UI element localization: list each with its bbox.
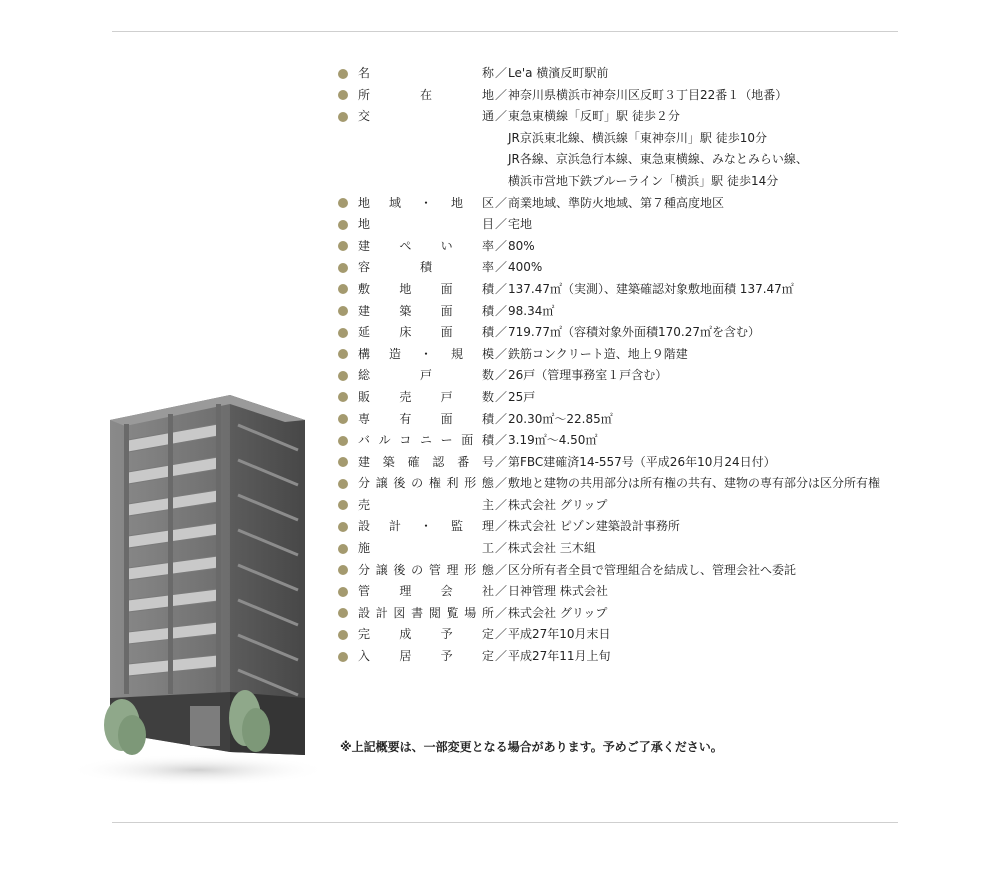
spec-label: 販 売 戸 数 [358,389,494,404]
spec-label: 総 戸 数 [358,368,494,383]
bullet-icon [338,198,348,208]
spec-value: 400% [508,260,543,275]
spec-label: 名 称 [358,66,494,80]
spec-separator: ／ [494,281,507,296]
spec-label: 専 有 面 積 [358,411,494,426]
spec-label: 設 計 ・ 監 理 [358,519,494,534]
spec-value: 日神管理 株式会社 [508,584,608,599]
spec-row [338,365,938,387]
spec-row [338,301,938,323]
spec-row [338,646,938,668]
spec-separator: ／ [494,260,507,275]
spec-separator: ／ [494,368,507,383]
spec-row [338,603,938,625]
bullet-icon [338,90,348,100]
spec-row [338,85,938,107]
spec-label: 完 成 予 定 [358,627,494,642]
spec-label: 所 在 地 [358,87,494,102]
spec-separator: ／ [494,238,507,253]
bullet-icon [338,652,348,662]
bullet-icon [338,436,348,446]
spec-value: 商業地域、準防火地域、第７種高度地区 [508,195,725,210]
spec-label: 建 築 確 認 番 号 [358,454,494,469]
spec-row [338,560,938,582]
bullet-icon [338,306,348,316]
specification-list [338,63,938,668]
spec-separator: ／ [494,411,507,426]
spec-label: 地 目 [358,217,494,232]
spec-row [338,473,938,495]
spec-row [338,624,938,646]
spec-separator: ／ [494,497,507,512]
spec-label: 分 譲 後 の 管 理 形 態 [358,562,494,577]
spec-value: 平成27年10月末日 [508,627,611,642]
spec-separator: ／ [494,325,507,340]
spec-row [338,452,938,474]
spec-value: 区分所有者全員で管理組合を結成し、管理会社へ委託 [508,562,797,577]
spec-label: 構 造 ・ 規 模 [358,346,494,361]
spec-value: 東急東横線「反町」駅 徒歩２分 [508,109,680,124]
spec-label: 設 計 図 書 閲 覧 場 所 [358,605,494,620]
spec-separator: ／ [494,584,507,599]
bullet-icon [338,112,348,122]
spec-separator: ／ [494,195,507,210]
spec-separator: ／ [494,454,507,469]
building-illustration [70,380,330,785]
bullet-icon [338,392,348,402]
spec-label: 入 居 予 定 [358,649,494,664]
spec-value-continuation: 横浜市営地下鉄ブルーライン「横浜」駅 徒歩14分 [508,173,779,188]
spec-row [338,344,938,366]
bullet-icon [338,479,348,489]
spec-value-continuation: JR各線、京浜急行本線、東急東横線、みなとみらい線、 [508,152,808,167]
spec-row [338,495,938,517]
spec-row [338,538,938,560]
spec-separator: ／ [494,649,507,664]
spec-separator: ／ [494,389,507,404]
bullet-icon [338,371,348,381]
bullet-icon [338,349,348,359]
bullet-icon [338,587,348,597]
spec-value: 株式会社 三木組 [508,541,596,556]
bullet-icon [338,544,348,554]
spec-row [338,106,938,128]
spec-value-continuation: JR京浜東北線、横浜線「東神奈川」駅 徒歩10分 [508,130,767,145]
bullet-icon [338,69,348,79]
spec-value: 25戸 [508,389,536,404]
bullet-icon [338,414,348,424]
spec-row [338,516,938,538]
top-divider [112,31,898,32]
bullet-icon [338,284,348,294]
spec-separator: ／ [494,109,507,124]
spec-row [338,257,938,279]
spec-row [338,193,938,215]
spec-label: 管 理 会 社 [358,584,494,599]
spec-separator: ／ [494,303,507,318]
spec-row [338,409,938,431]
spec-value: 鉄筋コンクリート造、地上９階建 [508,346,688,361]
spec-value: 20.30㎡〜22.85㎡ [508,411,613,426]
spec-separator: ／ [494,87,507,102]
bullet-icon [338,565,348,575]
spec-value: 神奈川県横浜市神奈川区反町３丁目22番１（地番） [508,87,788,102]
bullet-icon [338,328,348,338]
spec-separator: ／ [494,562,507,577]
bullet-icon [338,522,348,532]
spec-row [338,214,938,236]
spec-separator: ／ [494,476,507,491]
spec-value: 第FBC建確済14-557号（平成26年10月24日付） [508,454,776,469]
spec-separator: ／ [494,627,507,642]
spec-row [338,430,938,452]
spec-separator: ／ [494,433,507,448]
spec-row [338,63,938,85]
bullet-icon [338,608,348,618]
spec-separator: ／ [494,66,507,80]
spec-separator: ／ [494,519,507,534]
spec-row [338,279,938,301]
spec-value: 敷地と建物の共用部分は所有権の共有、建物の専有部分は区分所有権 [508,476,881,491]
spec-label: 売 主 [358,497,494,512]
bullet-icon [338,220,348,230]
spec-value: 平成27年11月上旬 [508,649,611,664]
spec-label: 敷 地 面 積 [358,281,494,296]
spec-value: 宅地 [508,217,533,232]
bullet-icon [338,630,348,640]
spec-row [338,236,938,258]
spec-row [338,581,938,603]
spec-value: 719.77㎡（容積対象外面積170.27㎡を含む） [508,325,760,340]
spec-value: 3.19㎡〜4.50㎡ [508,433,598,448]
spec-value: 26戸（管理事務室１戸含む） [508,368,668,383]
bullet-icon [338,263,348,273]
spec-value: 株式会社 ピゾン建築設計事務所 [508,519,680,534]
spec-label: 容 積 率 [358,260,494,275]
spec-label: 交 通 [358,109,494,124]
spec-label: 地 域 ・ 地 区 [358,195,494,210]
spec-label: 施 工 [358,541,494,556]
spec-value: 株式会社 グリップ [508,497,608,512]
bottom-divider [112,822,898,823]
spec-value: 137.47㎡（実測）、建築確認対象敷地面積 137.47㎡ [508,281,794,296]
spec-value: 98.34㎡ [508,303,555,318]
spec-value: 80% [508,238,535,253]
spec-label: 建 築 面 積 [358,303,494,318]
spec-separator: ／ [494,605,507,620]
disclaimer-note: ※上記概要は、一部変更となる場合があります。予めご了承ください。 [340,740,723,754]
bullet-icon [338,500,348,510]
spec-row [338,387,938,409]
spec-value: Le'a 横濱反町駅前 [508,66,609,80]
spec-label: バ ル コ ニ ー 面 積 [358,433,494,448]
bullet-icon [338,457,348,467]
spec-separator: ／ [494,346,507,361]
spec-label: 分 譲 後 の 権 利 形 態 [358,476,494,491]
spec-value: 株式会社 グリップ [508,605,608,620]
bullet-icon [338,241,348,251]
spec-separator: ／ [494,217,507,232]
spec-separator: ／ [494,541,507,556]
spec-label: 延 床 面 積 [358,325,494,340]
spec-label: 建 ぺ い 率 [358,238,494,253]
spec-row [338,322,938,344]
